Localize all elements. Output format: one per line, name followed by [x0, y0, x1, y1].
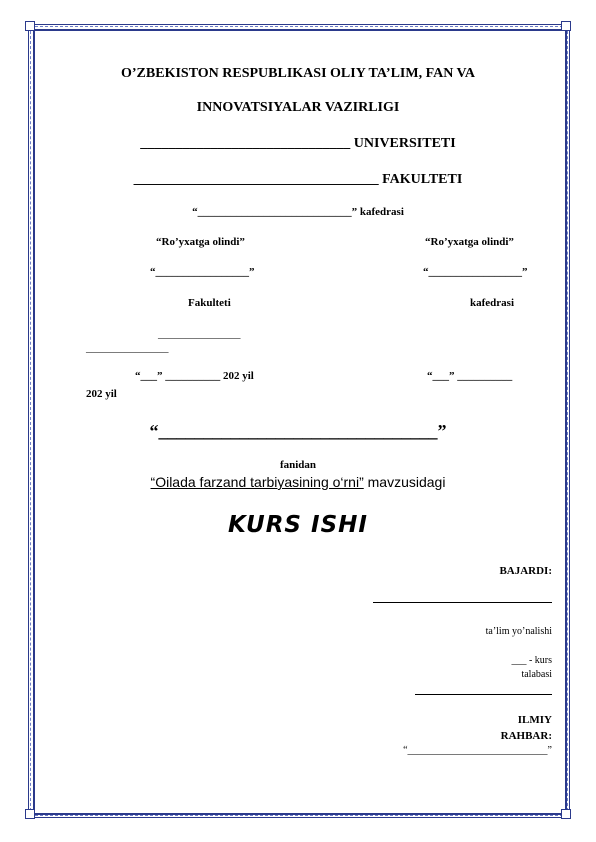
registration-left-title: “Ro’yxatga olindi” [156, 236, 245, 248]
fanidan-label: fanidan [279, 459, 317, 471]
registration-left-blank-2: _______________ [86, 342, 169, 354]
border-corner [561, 21, 571, 31]
faculty-line: ___________________________________ FAKULTETI [133, 172, 463, 187]
university-line: ______________________________ UNIVERSITETI [140, 136, 456, 151]
registration-left-label: Fakulteti [188, 297, 231, 309]
supervisor-name: “____________________________” [403, 745, 552, 756]
topic-text: “Oilada farzand tarbiyasining o‘rni” [150, 474, 364, 490]
student-signature-line [415, 694, 552, 695]
border-corner [25, 21, 35, 31]
course-label: ___ - kurs [511, 655, 552, 666]
work-title: KURS ISHI [228, 512, 368, 538]
registration-right-date-year: 202 yil [86, 388, 117, 400]
topic-suffix: mavzusidagi [363, 474, 446, 490]
registration-left-number: “_________________” [150, 266, 255, 278]
registration-right-label: kafedrasi [470, 297, 514, 309]
student-name-line [373, 602, 552, 603]
registration-left-date: “___” __________ 202 yil [135, 370, 254, 382]
registration-right-number: “_________________” [423, 266, 528, 278]
topic-line [0, 474, 596, 490]
supervisor-label-1: ILMIY [517, 714, 552, 726]
subject-line: “_______________________________” [149, 421, 447, 441]
department-line: “____________________________” kafedrasi [192, 206, 404, 218]
border-corner [25, 809, 35, 819]
ministry-line-1: O’ZBEKISTON RESPUBLIKASI OLIY TA’LIM, FAN VA [121, 66, 475, 81]
registration-left-blank: _______________ [158, 328, 241, 340]
border-corner [561, 809, 571, 819]
supervisor-label-2: RAHBAR: [500, 730, 552, 742]
bajardi-label: BAJARDI: [499, 565, 552, 577]
registration-right-title: “Ro’yxatga olindi” [425, 236, 514, 248]
ministry-line-2: INNOVATSIYALAR VAZIRLIGI [196, 100, 400, 115]
registration-right-date: “___” __________ [427, 370, 513, 382]
student-label: talabasi [521, 669, 552, 680]
direction-label: ta’lim yo’nalishi [485, 626, 552, 637]
